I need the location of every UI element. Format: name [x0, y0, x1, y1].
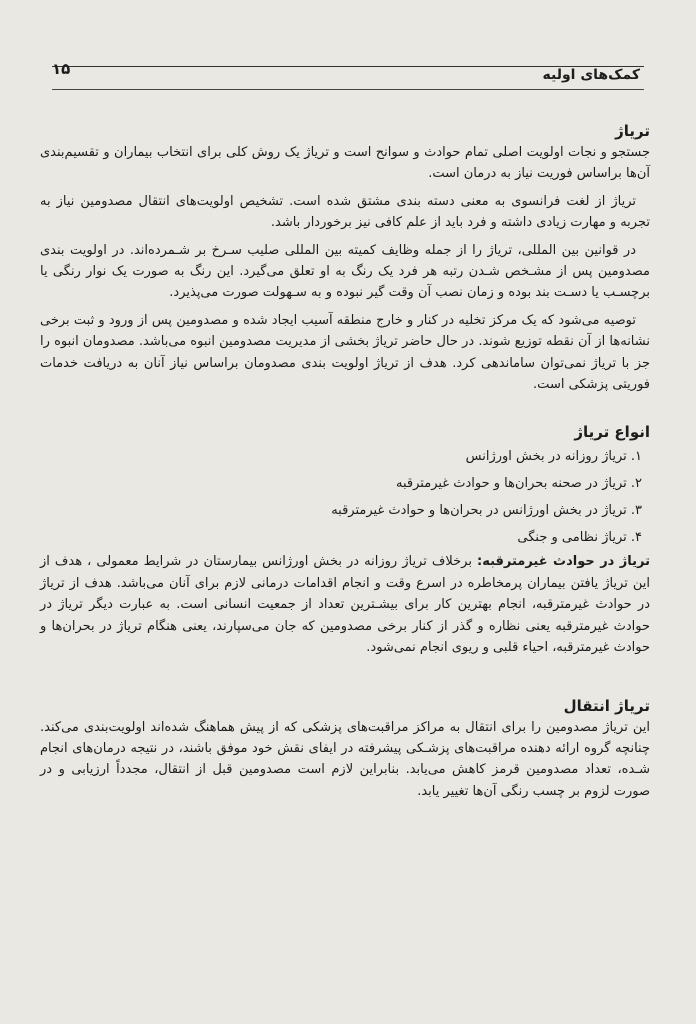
page-number: ۱۵ — [52, 60, 71, 78]
section-title-types: انواع تریاژ — [574, 423, 650, 442]
disaster-triage-term: تریاژ در حوادث غیرمترقبه: — [477, 554, 651, 570]
triage-paragraph-3: در قوانین بین المللی، تریاژ را از جمله وظایف کمیته بین المللی صلیب سـرخ بر شـمرده‌اند. در اولویت بندی مصدومین پس از مشـخص شـدن رتبه هر فرد یک رنگ به او تعلق می‌گیرد. این رنگ به صورت یک نوار رنگی یا برچسـب یا دسـت بند بوده و زمان نصب آن وقت گیر نبوده و به سـهولت صورت می‌پذیرد. — [40, 242, 650, 301]
list-item: ۱. تریاژ روزانه در بخش اورژانس — [465, 449, 642, 465]
header-bottom-rule — [52, 89, 644, 90]
list-item: ۴. تریاژ نظامی و جنگی — [517, 530, 642, 546]
section-title-transfer: تریاژ انتقال — [563, 696, 650, 715]
running-title: کمک‌های اولیه — [542, 67, 640, 83]
page-body — [40, 120, 650, 802]
triage-types-list — [40, 443, 650, 551]
disaster-triage-paragraph — [40, 551, 650, 658]
list-item: ۲. تریاژ در صحنه بحران‌ها و حوادث غیرمترقبه — [396, 476, 642, 492]
transfer-paragraph: این تریاژ مصدومین را برای انتقال به مراکز مراقبت‌های پزشکی که از پیش هماهنگ شده‌اند اولویت‌بندی می‌کند. چنانچه گروه ارائه دهنده مراقبت‌های پزشـکی پیشرفته در ایفای نقش خود موفق باشند، در نتیجه درمان‌های انجام شـده، تعداد مصدومین قرمز کاهش می‌یابد. بنابراین لازم است مصدومین قبل از انتقال، مجدداً ارزیابی و در صورت لزوم بر چسب رنگی آن‌ها تغییر یابد. — [40, 719, 650, 799]
triage-paragraph-4: توصیه می‌شود که یک مرکز تخلیه در کنار و خارج منطقه آسیب ایجاد شده و مصدومین پس از ورود و ثبت برخی نشانه‌ها از آن نقطه توزیع شوند. در حال حاضر تریاژ بخشی از مدیریت مصدومین انبوه می‌باشد. مصدومان انبوه را جز با تریاژ نمی‌توان ساماندهی کرد. هدف از تریاژ اولویت بندی مصدومان براساس نیاز آنان به دریافت خدمات فوریتی پزشکی است. — [40, 312, 650, 393]
triage-paragraph-1: جستجو و نجات اولویت اصلی تمام حوادث و سوانح است و تریاژ یک روش کلی برای انتخاب بیماران و تقسیم‌بندی آن‌ها براساس فوریت نیاز به درمان است. — [40, 145, 650, 182]
triage-paragraph-2: تریاژ از لغت فرانسوی به معنی دسته بندی مشتق شده است. تشخیص اولویت‌های انتقال مصدومین نیاز به تجربه و مهارت زیادی داشته و فرد باید از علم کافی نیز برخوردار باشد. — [40, 193, 650, 231]
list-item: ۳. تریاژ در بخش اورژانس در بحران‌ها و حوادث غیرمترقبه — [331, 503, 642, 519]
disaster-triage-text: برخلاف تریاژ روزانه در بخش اورژانس بیمارستان در شرایط معمولی ، هدف از این تریاژ یافتن بیماران پرمخاطره در اسرع وقت و انجام اقدامات درمانی لازم برای آنان می‌باشد. هدف از تریاژ در حوادث غیرمترقبه، انجام بهترین کار برای بیشـترین تعداد از جمعیت انسانی است. به عبارت دیگر تریاژ در حوادث غیرمترقبه یعنی نظاره و گذر از کنار برخی مصدومین که جان می‌سپارند، یعنی هنگام تریاژ در بحران‌ها و حوادث غیرمترقبه، احیاء قلبی و ریوی انجام نمی‌شود. — [40, 554, 650, 656]
section-title-triage: تریاژ — [615, 122, 650, 140]
